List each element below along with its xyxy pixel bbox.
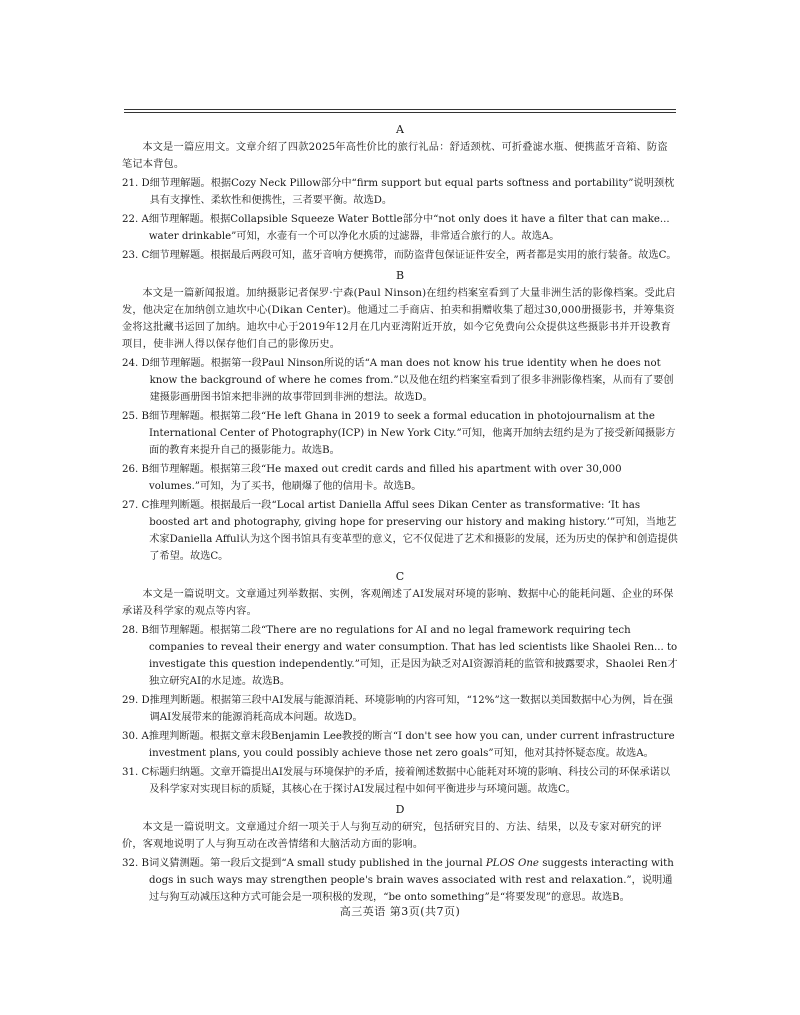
section-intro-b: 本文是一篇新闻报道。加纳摄影记者保罗·宁森(Paul Ninson)在纽约档案室看到了大量非洲生活的影像档案。受此启发，他决定在加纳创立迪坎中心(Dikan Center)。他通过二手商店、拍卖和捐赠收集了超过30,000册摄影书，并筹集资金将这批藏书运回了加纳。迪坎中心于2019年12月在几内亚湾附近开放，如今它免费向公众提供这些摄影书并开设教育项目，使非洲人得以保存他们自己的影像历史。 <box>122 288 676 350</box>
top-rule-second <box>124 112 676 113</box>
section-intro-a: 本文是一篇应用文。文章介绍了四款2025年高性价比的旅行礼品：舒适颈枕、可折叠滤水瓶、便携蓝牙音箱、防盗笔记本背包。 <box>122 142 668 170</box>
answer-number: 22. A <box>122 214 149 225</box>
answer-number: 24. D <box>122 358 150 369</box>
explanation-part: suggests interacting with dogs in such ways may strengthen people's brain waves associated with rest and relaxation.”，说明通过与狗互动减压这种方式可能会是一项积极的发现，“be onto something”是“将要发现”的意思。故选B。 <box>148 858 674 903</box>
answer-explanation: 标题归纳题。文章开篇提出AI发展与环境保护的矛盾，接着阐述数据中心能耗对环境的影响、科技公司的环保承诺以及科学家对实现目标的质疑，其核心在于探讨AI发展过程中如何平衡进步与环境问题。故选C。 <box>149 767 671 795</box>
answer-explanation: 细节理解题。根据Cozy Neck Pillow部分中“firm support but equal parts softness and portability”说明颈枕具有支撑性、柔软性和便携性，三者要平衡。故选D。 <box>149 178 675 206</box>
answer-number: 32. B <box>122 858 149 869</box>
answer-explanation: 推理判断题。根据最后一段“Local artist Daniella Afful sees Dikan Center as transformative: ‘It has boosted art and photography, giving hope for preserving our history and making history.’”可知，当地艺术家Daniella Afful认为这个图书馆具有变革型的意义，它不仅促进了艺术和摄影的发展，还为历史的保护和创造提供了希望。故选C。 <box>149 500 678 562</box>
answer-explanation <box>149 855 678 906</box>
answer-explanation: 细节理解题。根据第二段“There are no regulations for AI and no legal framework requiring tech companies to reveal their energy and water consumption. That has led scientists like Shaolei Ren... to investigate this question independently.”可知，正是因为缺乏对AI资源消耗的监管和披露要求，Shaolei Ren才独立研究AI的水足迹。故选B。 <box>148 625 678 687</box>
section-heading-c: C <box>395 570 405 583</box>
answer-explanation: 细节理解题。根据第一段Paul Ninson所说的话“A man does not know his true identity when he does not know the background of where he comes from.”以及他在纽约档案室看到了很多非洲影像档案，从而有了要创建摄影画册图书馆来把非洲的故事带回到非洲的想法。故选D。 <box>149 358 674 403</box>
answer-explanation: 推理判断题。根据第三段中AI发展与能源消耗、环境影响的内容可知，“12%”这一数据以美国数据中心为例，旨在强调AI发展带来的能源消耗高成本问题。故选D。 <box>149 695 673 723</box>
answer-number: 25. B <box>122 411 149 422</box>
answer-number: 26. B <box>122 464 149 475</box>
answer-item <box>122 247 678 264</box>
page-footer: 高三英语 第3页(共7页) <box>339 905 461 918</box>
section-heading-d: D <box>395 803 405 816</box>
section-heading-b: B <box>395 269 405 282</box>
answer-content <box>122 118 678 906</box>
answer-item <box>122 728 678 762</box>
answer-explanation: 细节理解题。根据Collapsible Squeeze Water Bottle部分中“not only does it have a filter that can make... water drinkable”可知，水壶有一个可以净化水质的过滤器，非常适合旅行的人。故选A。 <box>148 214 670 242</box>
answer-item <box>122 408 678 459</box>
section-intro-d: 本文是一篇说明文。文章通过介绍一项关于人与狗互动的研究，包括研究目的、方法、结果，以及专家对研究的评价，客观地说明了人与狗互动在改善情绪和大脑活动方面的影响。 <box>122 822 662 850</box>
answer-number: 30. A <box>122 731 149 742</box>
answer-item <box>122 355 678 406</box>
answer-explanation: 细节理解题。根据最后两段可知，蓝牙音响方便携带，而防盗背包保证证件安全，两者都是实用的旅行装备。故选C。 <box>149 250 677 261</box>
top-rule <box>124 109 676 110</box>
answer-item <box>122 497 678 565</box>
answer-number: 27. C <box>122 500 150 511</box>
answer-number: 31. C <box>122 767 150 778</box>
answer-number: 23. C <box>122 250 150 261</box>
answer-number: 28. B <box>122 625 149 636</box>
answer-explanation: 推理判断题。根据文章末段Benjamin Lee教授的断言“I don't see how you can, under current infrastructure investment plans, you could possibly achieve those net zero goals”可知，他对其持怀疑态度。故选A。 <box>148 731 675 759</box>
answer-item <box>122 622 678 690</box>
section-intro-c: 本文是一篇说明文。文章通过列举数据、实例，客观阐述了AI发展对环境的影响、数据中心的能耗问题、企业的环保承诺及科学家的观点等内容。 <box>122 589 674 617</box>
answer-item <box>122 764 678 798</box>
answer-explanation: 细节理解题。根据第二段“He left Ghana in 2019 to seek a formal education in photojournalism at the International Center of Photography(ICP) in New York City.”可知，他离开加纳去纽约是为了接受新闻摄影方面的教育来提升自己的摄影能力。故选B。 <box>148 411 676 456</box>
explanation-part: 词义猜测题。第一段后文提到“A small study published in the journal <box>148 858 486 869</box>
journal-name: PLOS One <box>485 858 539 869</box>
answer-item <box>122 211 678 245</box>
answer-item <box>122 461 678 495</box>
section-heading-a: A <box>396 123 404 136</box>
answer-item <box>122 692 678 726</box>
answer-item <box>122 175 678 209</box>
answer-explanation: 细节理解题。根据第三段“He maxed out credit cards and filled his apartment with over 30,000 volumes.”可知，为了买书，他刷爆了他的信用卡。故选B。 <box>148 464 622 492</box>
answer-number: 21. D <box>122 178 150 189</box>
answer-number: 29. D <box>122 695 150 706</box>
answer-item <box>122 855 678 906</box>
